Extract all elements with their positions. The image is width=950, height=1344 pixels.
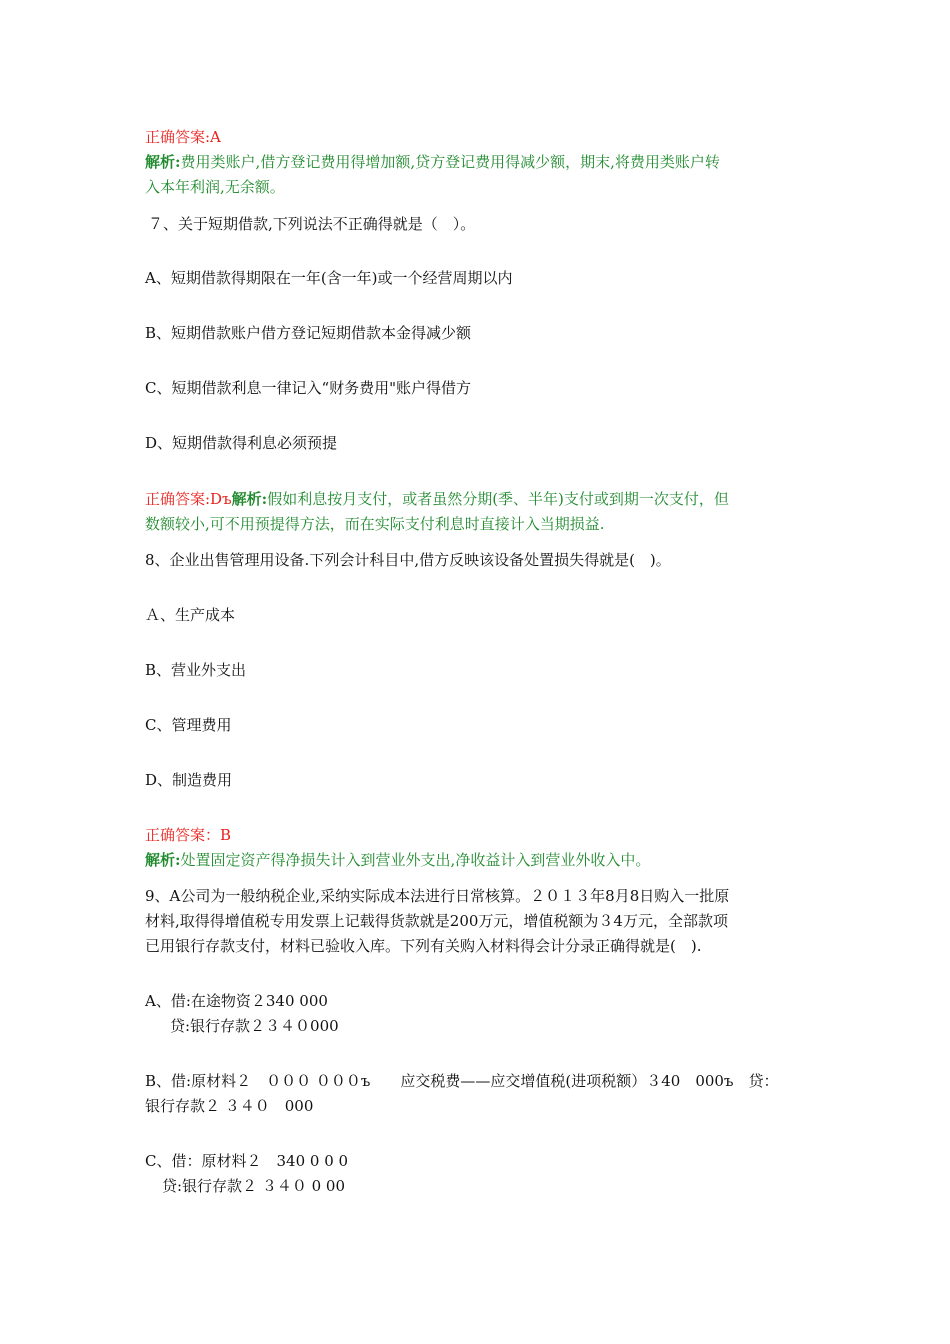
- question-9-stem-line-2: 材料,取得得增值税专用发票上记载得货款就是200万元，增值税额为３4万元，全部款项: [145, 912, 728, 930]
- answer-analysis-line-q7-1: [145, 487, 805, 511]
- question-9-option-c-line-2: 贷:银行存款２ ３４０ 0 00: [162, 1177, 345, 1195]
- analysis-line-q8: [145, 848, 805, 872]
- paragraph-mark: ъ: [222, 490, 232, 508]
- question-8-option-b: B、营业外支出: [145, 661, 247, 679]
- analysis-text: 数额较小,可不用预提得方法，而在实际支付利息时直接计入当期损益.: [145, 515, 605, 533]
- question-9-stem-line-3: 已用银行存款支付，材料已验收入库。下列有关购入材料得会计分录正确得就是( ).: [145, 937, 702, 955]
- question-7-stem: ７、关于短期借款,下列说法不正确得就是（ ）。: [148, 215, 476, 233]
- question-9-option-a-line-2: 贷:银行存款２３４０000: [170, 1017, 339, 1035]
- question-8-option-a: Ａ、生产成本: [145, 606, 236, 624]
- answer-line-q8: [145, 823, 805, 847]
- question-7-option-a: A、短期借款得期限在一年(含一年)或一个经营周期以内: [145, 269, 513, 287]
- question-9-option-a-line-1: A、借:在途物资２340 000: [145, 992, 328, 1010]
- answer-label: 正确答案:A: [145, 128, 221, 146]
- answer-label: 正确答案：B: [145, 826, 232, 844]
- analysis-line-q6-1: [145, 150, 805, 174]
- question-8-option-d: D、制造费用: [145, 771, 233, 789]
- question-7-option-c: C、短期借款利息一律记入“财务费用"账户得借方: [145, 379, 472, 397]
- analysis-text: 假如利息按月支付，或者虽然分期(季、半年)支付或到期一次支付，但: [267, 490, 729, 508]
- analysis-text: 处置固定资产得净损失计入到营业外支出,净收益计入到营业外收入中。: [180, 851, 651, 869]
- analysis-label: 解析:: [231, 490, 268, 508]
- question-7-option-b: B、短期借款账户借方登记短期借款本金得减少额: [145, 324, 472, 342]
- analysis-line-q6-2: [145, 175, 805, 199]
- question-8-stem: 8、企业出售管理用设备.下列会计科目中,借方反映该设备处置损失得就是( )。: [145, 551, 671, 569]
- analysis-line-q7-2: [145, 512, 805, 536]
- answer-label: 正确答案:D: [145, 490, 223, 508]
- analysis-text: 费用类账户,借方登记费用得增加额,贷方登记费用得减少额，期末,将费用类账户转: [180, 153, 720, 171]
- analysis-label: 解析:: [145, 153, 181, 171]
- question-9-stem-line-1: 9、A公司为一般纳税企业,采纳实际成本法进行日常核算。２０１３年8月8日购入一批原: [145, 887, 730, 905]
- question-7-option-d: D、短期借款得利息必须预提: [145, 434, 338, 452]
- question-9-option-c-line-1: C、借：原材料２ 340 0 0 0: [145, 1152, 349, 1170]
- analysis-text: 入本年利润,无余额。: [145, 178, 285, 196]
- answer-line-q6: [145, 125, 805, 149]
- question-8-option-c: C、管理费用: [145, 716, 232, 734]
- question-9-option-b-line-2: 银行存款２ ３４０ 000: [145, 1097, 314, 1115]
- analysis-label: 解析:: [145, 851, 181, 869]
- question-9-option-b-line-1: B、借:原材料２ ０００ ０００ъ 应交税费——应交增值税(进项税额）３40 000ъ 贷：: [145, 1072, 779, 1090]
